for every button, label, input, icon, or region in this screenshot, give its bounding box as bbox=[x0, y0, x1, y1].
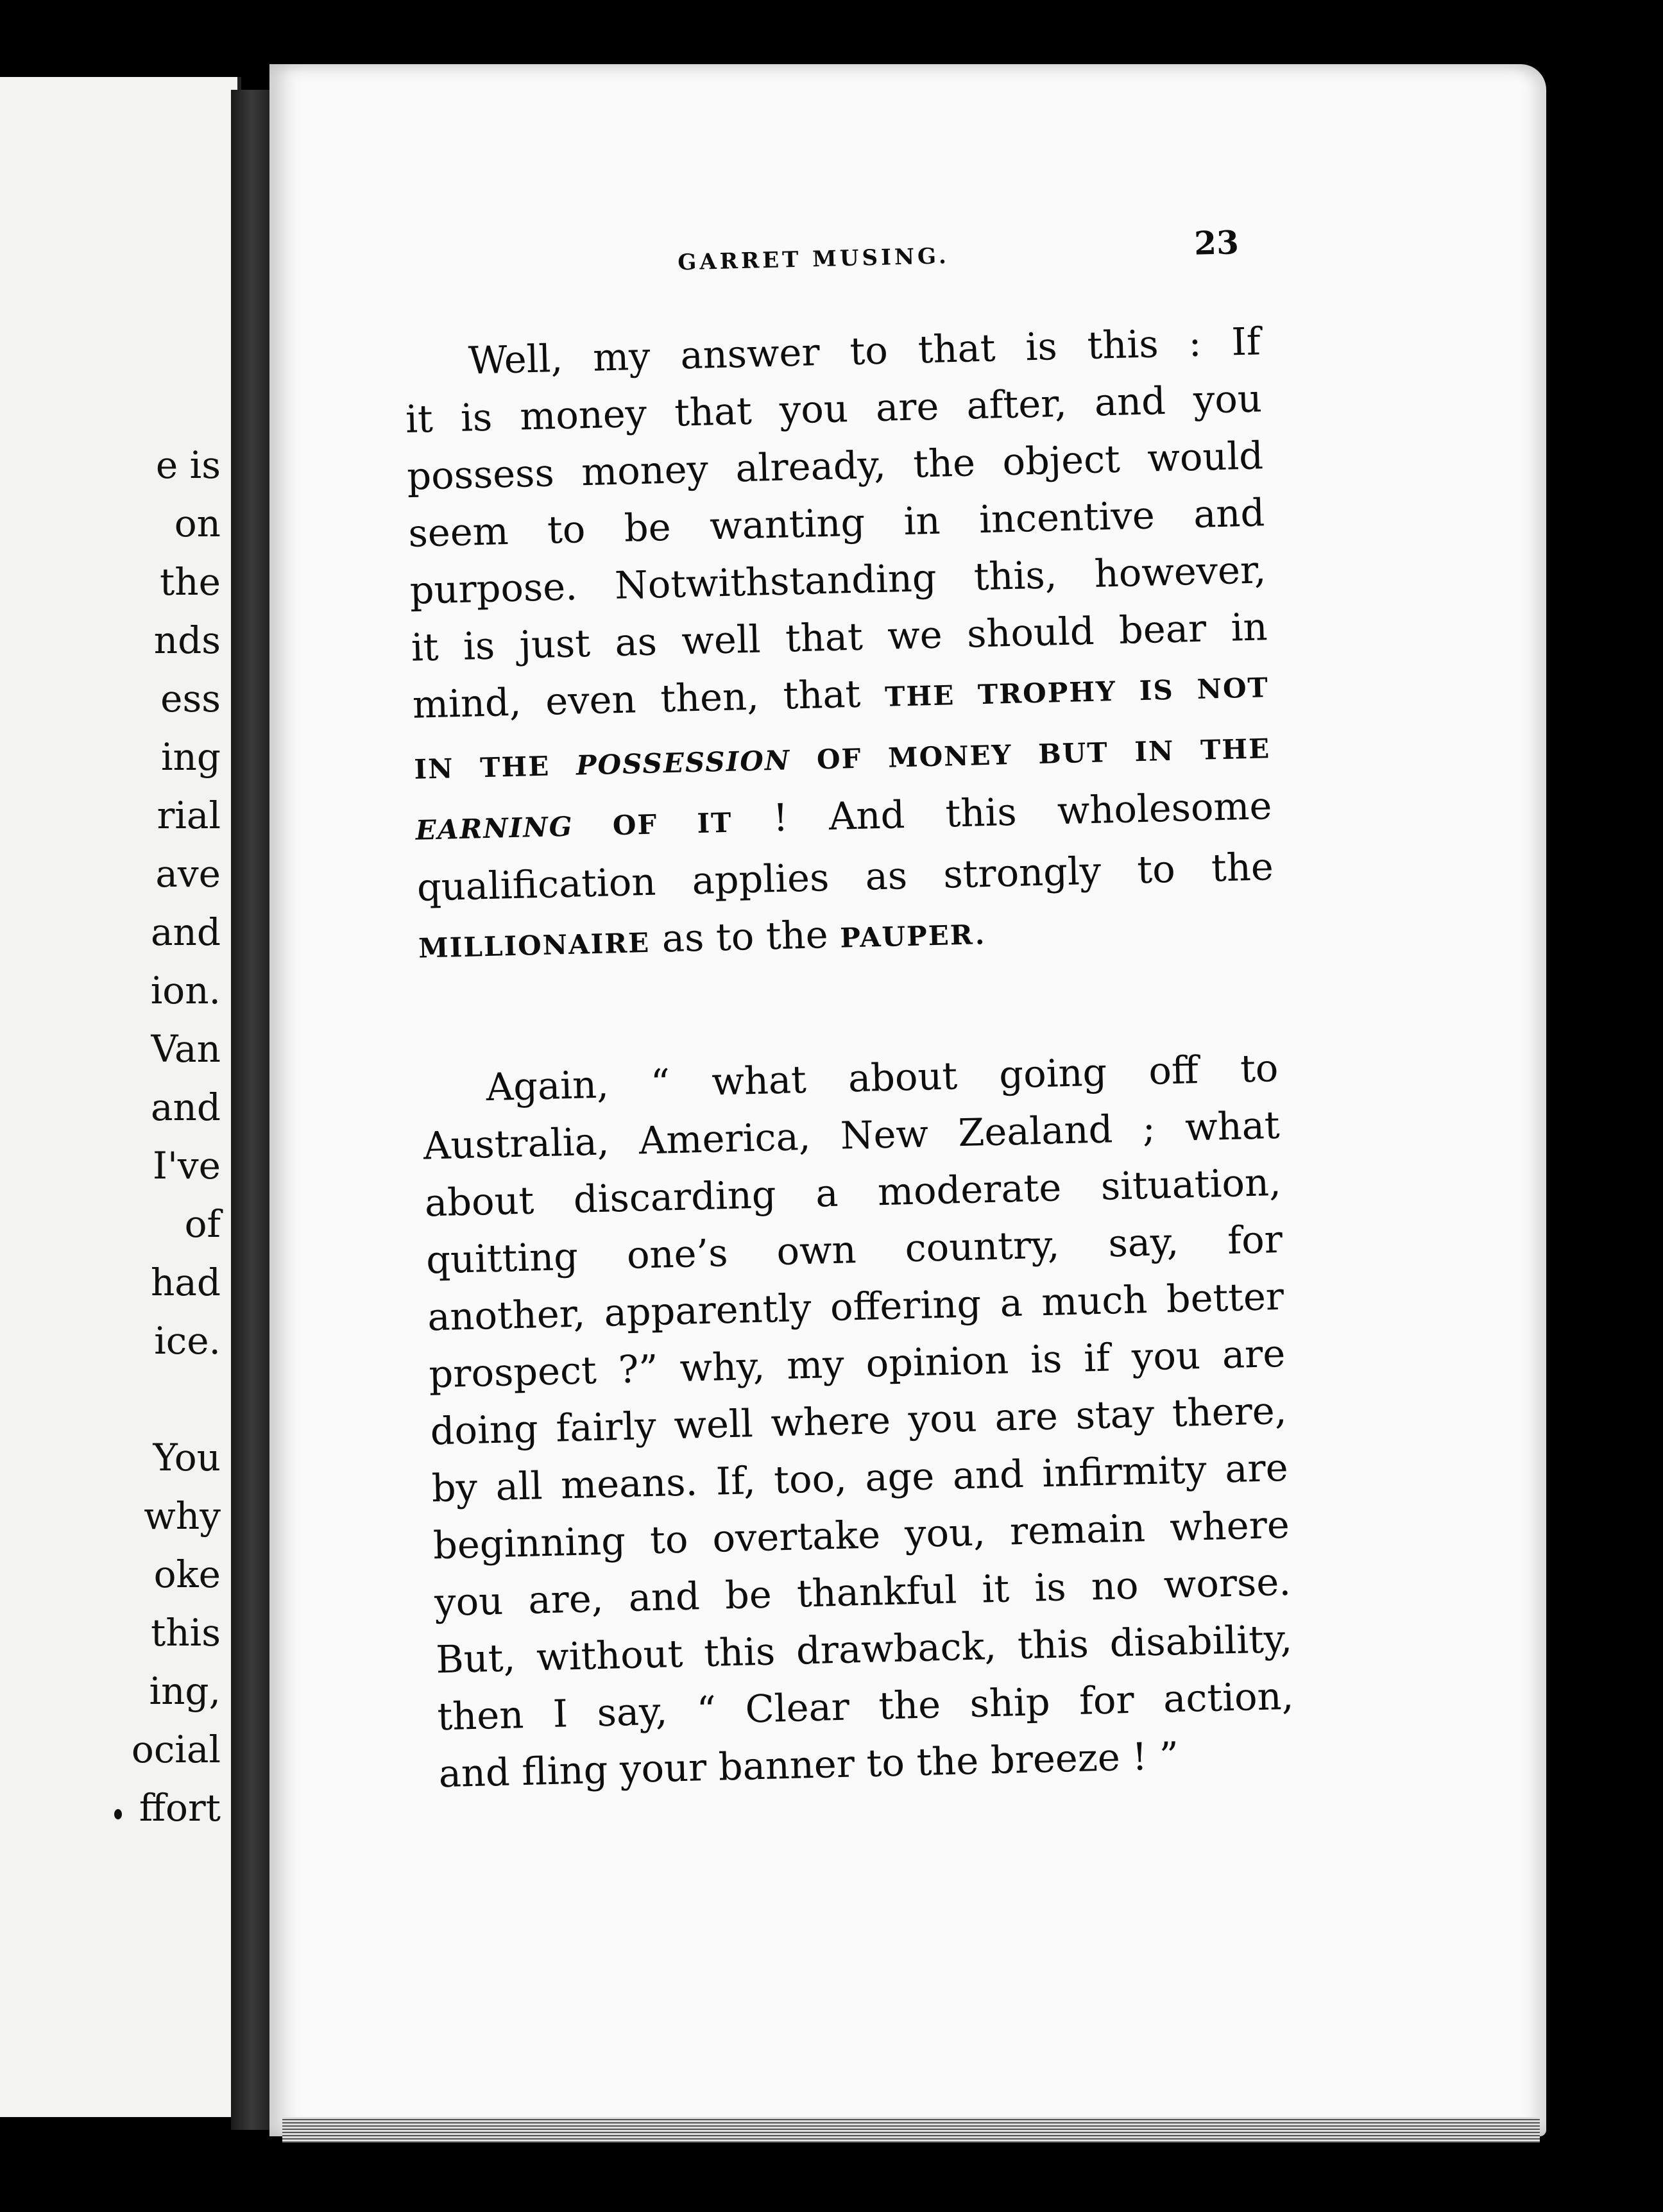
small-caps-run: OF IT bbox=[572, 806, 733, 842]
previous-page-text bbox=[0, 436, 237, 1837]
text-line: doing fairly well where you are stay there, bbox=[429, 1388, 1288, 1454]
text-line: it is just as well that we should bear in bbox=[411, 604, 1268, 670]
line-fragment: e is bbox=[155, 443, 221, 487]
text-line: quitting one’s own country, say, for bbox=[425, 1216, 1283, 1282]
line-fragment: ocial bbox=[131, 1728, 221, 1771]
small-caps-run: PAUPER bbox=[839, 919, 975, 954]
page-number: 23 bbox=[1193, 223, 1240, 262]
small-caps-run: IN THE bbox=[413, 749, 577, 785]
line-fragment: ice. bbox=[154, 1319, 221, 1363]
text-line: beginning to overtake you, remain where bbox=[432, 1502, 1290, 1568]
paragraph-2 bbox=[422, 1039, 1296, 1802]
line-gap bbox=[0, 1370, 237, 1429]
line-fragment: ave bbox=[155, 852, 221, 896]
text-line: then I say, “ Clear the ship for action, bbox=[436, 1673, 1295, 1739]
text-run: mind, even then, that bbox=[412, 670, 886, 727]
line-fragment: You bbox=[153, 1436, 221, 1479]
text-line: another, apparently offering a much better bbox=[427, 1273, 1284, 1340]
italic-small-caps-run: POSSESSION bbox=[576, 744, 791, 781]
line-fragment: Van bbox=[151, 1027, 221, 1071]
line-fragment: nds bbox=[153, 618, 221, 662]
text-line: But, without this drawback, this disability, bbox=[435, 1616, 1293, 1682]
line-fragment: on bbox=[174, 502, 221, 545]
line-fragment: why bbox=[144, 1494, 221, 1538]
line-fragment: and bbox=[150, 1085, 221, 1129]
text-line: and fling your banner to the breeze ! ” bbox=[438, 1733, 1179, 1796]
text-line: prospect ?” why, my opinion is if you are bbox=[428, 1331, 1286, 1397]
paragraph-1 bbox=[404, 312, 1275, 976]
text-line: Well, my answer to that is this : If bbox=[468, 319, 1261, 383]
line-fragment: ffort bbox=[139, 1786, 221, 1830]
running-head-title: GARRET MUSING. bbox=[677, 243, 950, 276]
line-fragment: had bbox=[150, 1261, 221, 1304]
text-line: Again, “ what about going off to bbox=[485, 1045, 1279, 1110]
line-fragment: and bbox=[150, 910, 221, 954]
text-run: ! And this wholesome bbox=[731, 783, 1273, 841]
line-fragment: of bbox=[184, 1202, 221, 1246]
page-edges bbox=[282, 2117, 1540, 2143]
line-fragment: ing bbox=[160, 735, 221, 779]
ink-speck bbox=[114, 1809, 122, 1819]
text-line: purpose. Notwithstanding this, however, bbox=[409, 547, 1267, 613]
line-fragment: ess bbox=[160, 677, 221, 720]
line-fragment: this bbox=[151, 1611, 221, 1655]
text-line: qualification applies as strongly to the bbox=[416, 844, 1274, 910]
line-fragment: rial bbox=[157, 794, 221, 837]
page-text-block bbox=[401, 210, 1295, 1802]
text-run: . bbox=[973, 908, 987, 953]
line-fragment: ion. bbox=[150, 969, 221, 1012]
small-caps-run: OF MONEY BUT IN THE bbox=[790, 733, 1271, 776]
small-caps-run: THE TROPHY IS NOT bbox=[884, 672, 1270, 713]
previous-page bbox=[0, 77, 241, 2117]
text-line: Australia, America, New Zealand ; what bbox=[423, 1102, 1281, 1168]
line-fragment: I've bbox=[153, 1144, 221, 1187]
line-fragment: ing, bbox=[149, 1669, 221, 1713]
line-fragment: the bbox=[160, 560, 221, 604]
text-line: about discarding a moderate situation, bbox=[424, 1159, 1282, 1225]
text-line: possess money already, the object would bbox=[406, 433, 1264, 498]
italic-small-caps-run: EARNING bbox=[415, 810, 574, 846]
line-fragment: oke bbox=[153, 1553, 221, 1596]
text-line: it is money that you are after, and you bbox=[405, 376, 1263, 441]
text-line: by all means. If, too, age and infirmity are bbox=[431, 1445, 1289, 1511]
text-line: you are, and be thankful it is no worse. bbox=[434, 1559, 1292, 1625]
small-caps-run: MILLIONAIRE bbox=[418, 926, 651, 964]
text-line: seem to be wanting in incentive and bbox=[407, 490, 1265, 556]
text-run: as to the bbox=[649, 912, 841, 961]
